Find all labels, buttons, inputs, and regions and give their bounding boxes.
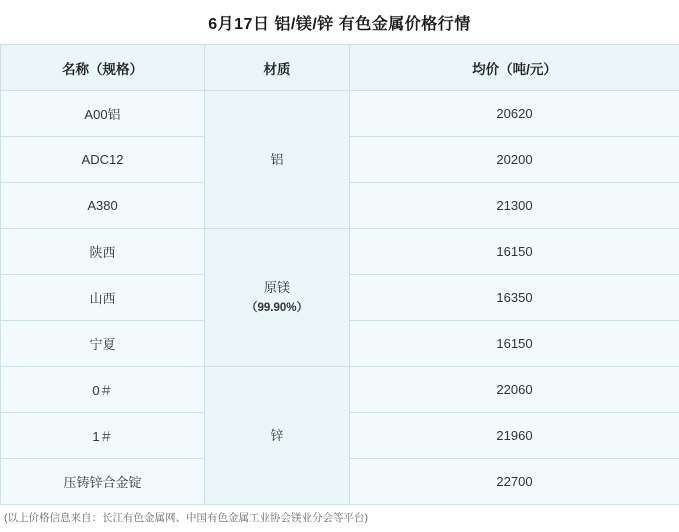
- table-body: [1, 91, 679, 505]
- table-header: [1, 45, 679, 91]
- column-header-name: 名称（规格）: [1, 45, 205, 91]
- material-label: 原镁: [263, 280, 290, 296]
- row-name: 宁夏: [1, 321, 205, 367]
- table-row: [1, 367, 679, 413]
- row-price: 16350: [350, 275, 679, 321]
- row-price: 20620: [350, 91, 679, 137]
- material-label: 锌: [270, 427, 284, 443]
- row-name: 山西: [1, 275, 205, 321]
- row-name: A380: [1, 183, 205, 229]
- row-name: 压铸锌合金锭: [1, 459, 205, 505]
- row-price: 22060: [350, 367, 679, 413]
- material-cell: [205, 367, 350, 505]
- row-price: 21300: [350, 183, 679, 229]
- row-price: 16150: [350, 321, 679, 367]
- column-header-price: 均价（吨/元）: [350, 45, 679, 91]
- page-title: 6月17日 铝/镁/锌 有色金属价格行情: [208, 15, 471, 33]
- row-name: 0＃: [1, 367, 205, 413]
- source-footnote: (以上价格信息来自：长江有色金属网、中国有色金属工业协会镁业分会等平台): [4, 512, 368, 524]
- material-cell: [205, 229, 350, 367]
- row-price: 16150: [350, 229, 679, 275]
- table-row: [1, 91, 679, 137]
- row-name: 1＃: [1, 413, 205, 459]
- row-price: 21960: [350, 413, 679, 459]
- metal-price-table: [0, 44, 679, 505]
- row-name: A00铝: [1, 91, 205, 137]
- row-price: 22700: [350, 459, 679, 505]
- column-header-material: 材质: [205, 45, 350, 91]
- row-price: 20200: [350, 137, 679, 183]
- report-title-bar: [0, 0, 679, 44]
- material-cell: [205, 91, 350, 229]
- material-label: 铝: [270, 151, 284, 167]
- table-row: [1, 229, 679, 275]
- row-name: ADC12: [1, 137, 205, 183]
- row-name: 陕西: [1, 229, 205, 275]
- material-sublabel: （99.90%）: [245, 301, 308, 314]
- table-header-row: [1, 45, 679, 91]
